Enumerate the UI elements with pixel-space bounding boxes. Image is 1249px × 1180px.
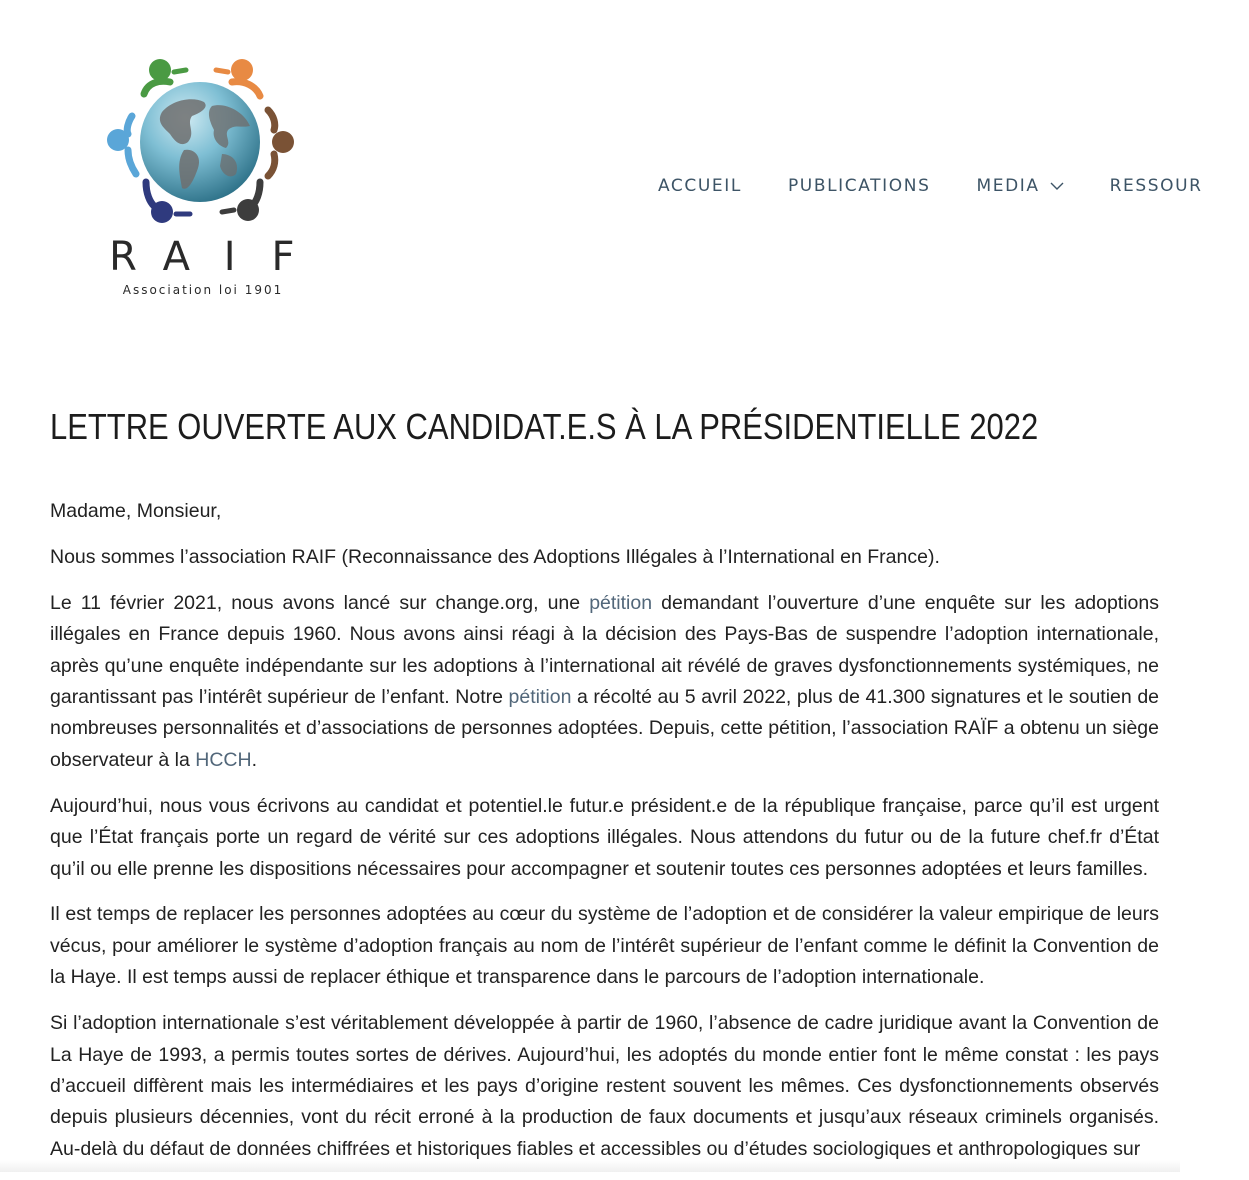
nav-item-publications[interactable] <box>788 176 931 196</box>
text-span: demandant l’ouverture d’une enquête sur les adoptions illégales en France depuis 1960. Nous avons ainsi réagi à la décision des Pays-Bas de suspendre l’adoption internationale, après qu’une enquête indépendante sur les adoptions à l’international ait révélé de graves dysfonctionnements systémiques, ne garantissant pas l’intérêt supérieur de l’enfant. Notre <box>50 591 1159 709</box>
text-span: Le 11 février 2021, nous avons lancé sur change.org, une <box>50 591 590 614</box>
logo-subtitle: Association loi 1901 <box>122 283 284 297</box>
paragraph-candidates: Aujourd’hui, nous vous écrivons au candidat et potentiel.le futur.e président.e de la république française, parce qu’il est urgent que l’État français porte un regard de vérité sur ces adoptions illégales. Nous attendons du futur ou de la future chef.fr d’État qu’il ou elle prenne les dispositions nécessaires pour accompagner et soutenir toutes ces personnes adoptées et leurs familles. <box>50 794 1159 880</box>
nav-item-accueil[interactable] <box>658 176 742 196</box>
paragraph-intro: Nous sommes l’association RAIF (Reconnaissance des Adoptions Illégales à l’International en France). <box>50 545 940 568</box>
nav-item-media[interactable] <box>976 176 1063 196</box>
paragraph-history: Si l’adoption internationale s’est véritablement développée à partir de 1960, l’absence de cadre juridique avant la Convention de La Haye de 1993, a permis toutes sortes de dérives. Aujourd’hui, les adoptés du monde entier font le même constat : les pays d’accueil diffèrent mais les intermédiaires et les pays d’origine restent souvent les mêmes. Ces dysfonctionnements observés depuis plusieurs décennies, vont du récit erroné à la production de faux documents et jusqu’aux réseaux criminels organisés. Au-delà du défaut de données chiffrées et historiques fiables et accessibles ou d’études sociologiques et anthropologiques sur <box>50 1012 1159 1160</box>
logo-letter: I <box>223 234 236 280</box>
raif-logo[interactable] <box>100 50 306 310</box>
nav-item-label: MEDIA <box>976 176 1040 196</box>
paragraph-greeting: Madame, Monsieur, <box>50 500 222 522</box>
chevron-down-icon <box>1050 179 1064 193</box>
globe-people-logo-icon <box>100 50 306 230</box>
text-span: a récolté au 5 avril 2022, plus de 41.300 signatures et le soutien de nombreuses personnalités et d’associations de personnes adoptées. Depuis, cette pétition, l’association RAÏF a obtenu un siège observateur à la <box>50 686 1160 771</box>
bottom-fade <box>0 1160 1180 1172</box>
nav-item-label: PUBLICATIONS <box>787 176 931 196</box>
paragraph-petition <box>50 588 1159 776</box>
nav-item-label: ACCUEIL <box>658 176 742 196</box>
logo-letter: R <box>109 234 137 280</box>
petition-link[interactable]: pétition <box>508 686 572 709</box>
site-header <box>0 0 1203 330</box>
logo-wordmark <box>100 234 306 280</box>
paragraph-adoptees: Il est temps de replacer les personnes adoptées au cœur du système de l’adoption et de considérer la valeur empirique de leurs vécus, pour améliorer le système d’adoption français au nom de l’intérêt supérieur de l’enfant comme le définit la Convention de la Haye. Il est temps aussi de replacer éthique et transparence dans le parcours de l’adoption internationale. <box>50 903 1159 989</box>
main-nav <box>658 176 1249 196</box>
logo-letter: F <box>271 234 295 280</box>
nav-item-ressources[interactable] <box>1110 176 1203 196</box>
hcch-link[interactable]: HCCH <box>195 748 252 771</box>
text-span: . <box>251 748 258 771</box>
article-content <box>50 398 1159 1180</box>
nav-item-label: RESSOUR <box>1109 176 1203 196</box>
page-title: LETTRE OUVERTE AUX CANDIDAT.E.S À LA PRÉSIDENTIELLE 2022 <box>50 406 1039 447</box>
petition-link[interactable]: pétition <box>589 591 653 614</box>
logo-letter: A <box>162 234 191 280</box>
article-body <box>50 496 1159 1165</box>
